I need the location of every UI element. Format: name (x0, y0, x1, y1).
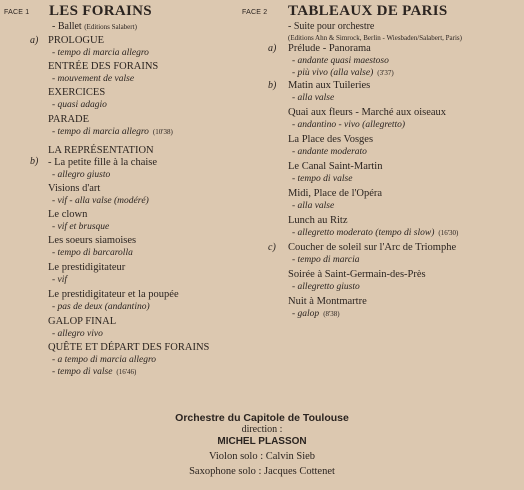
movement-title: Visions d'art (48, 183, 101, 194)
tempo-marking: - allegretto giusto (292, 282, 360, 292)
duration: (16'46) (116, 368, 137, 376)
tempo-marking: - mouvement de valse (52, 74, 135, 84)
ballet-line: - Ballet (Editions Salabert) (52, 21, 137, 32)
movement-title: Le prestidigitateur (48, 262, 126, 273)
tempo-marking: - andante quasi maestoso (292, 56, 389, 66)
duration: (16'30) (438, 229, 459, 237)
les-forains-title: LES FORAINS (49, 3, 152, 19)
duration: (3'37) (377, 69, 394, 77)
movement-title: ENTRÉE DES FORAINS (48, 61, 159, 72)
direction-label: direction : (241, 424, 283, 435)
orchestra-name: Orchestre du Capitole de Toulouse (175, 412, 349, 424)
movement-title: Nuit à Montmartre (288, 296, 367, 307)
section-b-marker-2: b) (268, 80, 277, 91)
tempo-marking: - allegro vivo (52, 329, 103, 339)
tempo-marking: - allegretto moderato (tempo di slow) (16'30) (292, 228, 459, 238)
movement-title: Midi, Place de l'Opéra (288, 188, 383, 199)
movement-title: Les soeurs siamoises (48, 235, 137, 246)
movement-title: GALOP FINAL (48, 316, 117, 327)
tempo-marking: - galop (8'38) (292, 309, 340, 319)
face-2-label: FACE 2 (242, 9, 268, 16)
face-1-label: FACE 1 (4, 9, 30, 16)
tableaux-de-paris-title: TABLEAUX DE PARIS (288, 3, 448, 19)
movement-title: Prélude - Panorama (288, 43, 371, 54)
conductor-name: MICHEL PLASSON (217, 436, 307, 447)
tempo-marking: - tempo di marcia allegro (52, 48, 149, 58)
movement-title: PARADE (48, 114, 90, 125)
movement-title: LA REPRÉSENTATION (48, 145, 154, 156)
movement-title: Coucher de soleil sur l'Arc de Triomphe (288, 242, 457, 253)
tempo-marking: - tempo di marcia (292, 255, 360, 265)
movement-title: La Place des Vosges (288, 134, 374, 145)
tempo-marking: - vif (52, 275, 68, 285)
movement-title: Soirée à Saint-Germain-des-Près (288, 269, 426, 280)
duration: (10'38) (152, 128, 173, 136)
tempo-marking: - andante moderato (292, 147, 367, 157)
tempo-marking: - tempo di barcarolla (52, 248, 133, 258)
movement-title: Le Canal Saint-Martin (288, 161, 383, 172)
tempo-marking: - tempo di valse (292, 174, 353, 184)
section-c-marker: c) (268, 242, 276, 253)
movement-title: Le clown (48, 209, 88, 220)
suite-line: - Suite pour orchestre (288, 21, 375, 32)
tempo-marking: - tempo di valse (16'46) (52, 367, 137, 377)
tempo-marking: - alla valse (292, 93, 335, 103)
movement-title: QUÊTE ET DÉPART DES FORAINS (48, 342, 210, 353)
movement-title: Quai aux fleurs - Marché aux oiseaux (288, 107, 447, 118)
tempo-marking: - allegro giusto (52, 170, 111, 180)
suite-publisher: (Editions Ahn & Simrock, Berlin - Wiesbaden/Salabert, Paris) (288, 34, 462, 42)
saxophone-solo: Saxophone solo : Jacques Cottenet (189, 466, 335, 477)
tempo-marking: - vif et brusque (52, 222, 110, 232)
movement-title: Lunch au Ritz (288, 215, 348, 226)
tempo-marking: - vif - alla valse (modéré) (52, 196, 149, 206)
violin-solo: Violon solo : Calvin Sieb (208, 451, 316, 462)
tempo-marking: - a tempo di marcia allegro (52, 355, 157, 365)
tempo-marking: - quasi adagio (52, 100, 107, 110)
duration: (8'38) (323, 310, 340, 318)
section-a-marker-2: a) (268, 43, 277, 54)
movement-title: - La petite fille à la chaise (48, 157, 158, 168)
movement-title: Matin aux Tuileries (288, 80, 371, 91)
tempo-marking: - più vivo (alla valse) (3'37) (292, 68, 394, 78)
tempo-marking: - andantino - vivo (allegretto) (292, 120, 406, 130)
movement-title: Le prestidigitateur et la poupée (48, 289, 179, 300)
section-b-marker: b) (30, 156, 39, 167)
tempo-marking: - tempo di marcia allegro (10'38) (52, 127, 173, 137)
movement-title: EXERCICES (48, 87, 106, 98)
section-a-marker: a) (30, 35, 39, 46)
movement-title: PROLOGUE (48, 35, 105, 46)
tempo-marking: - pas de deux (andantino) (52, 302, 150, 312)
tempo-marking: - alla valse (292, 201, 335, 211)
